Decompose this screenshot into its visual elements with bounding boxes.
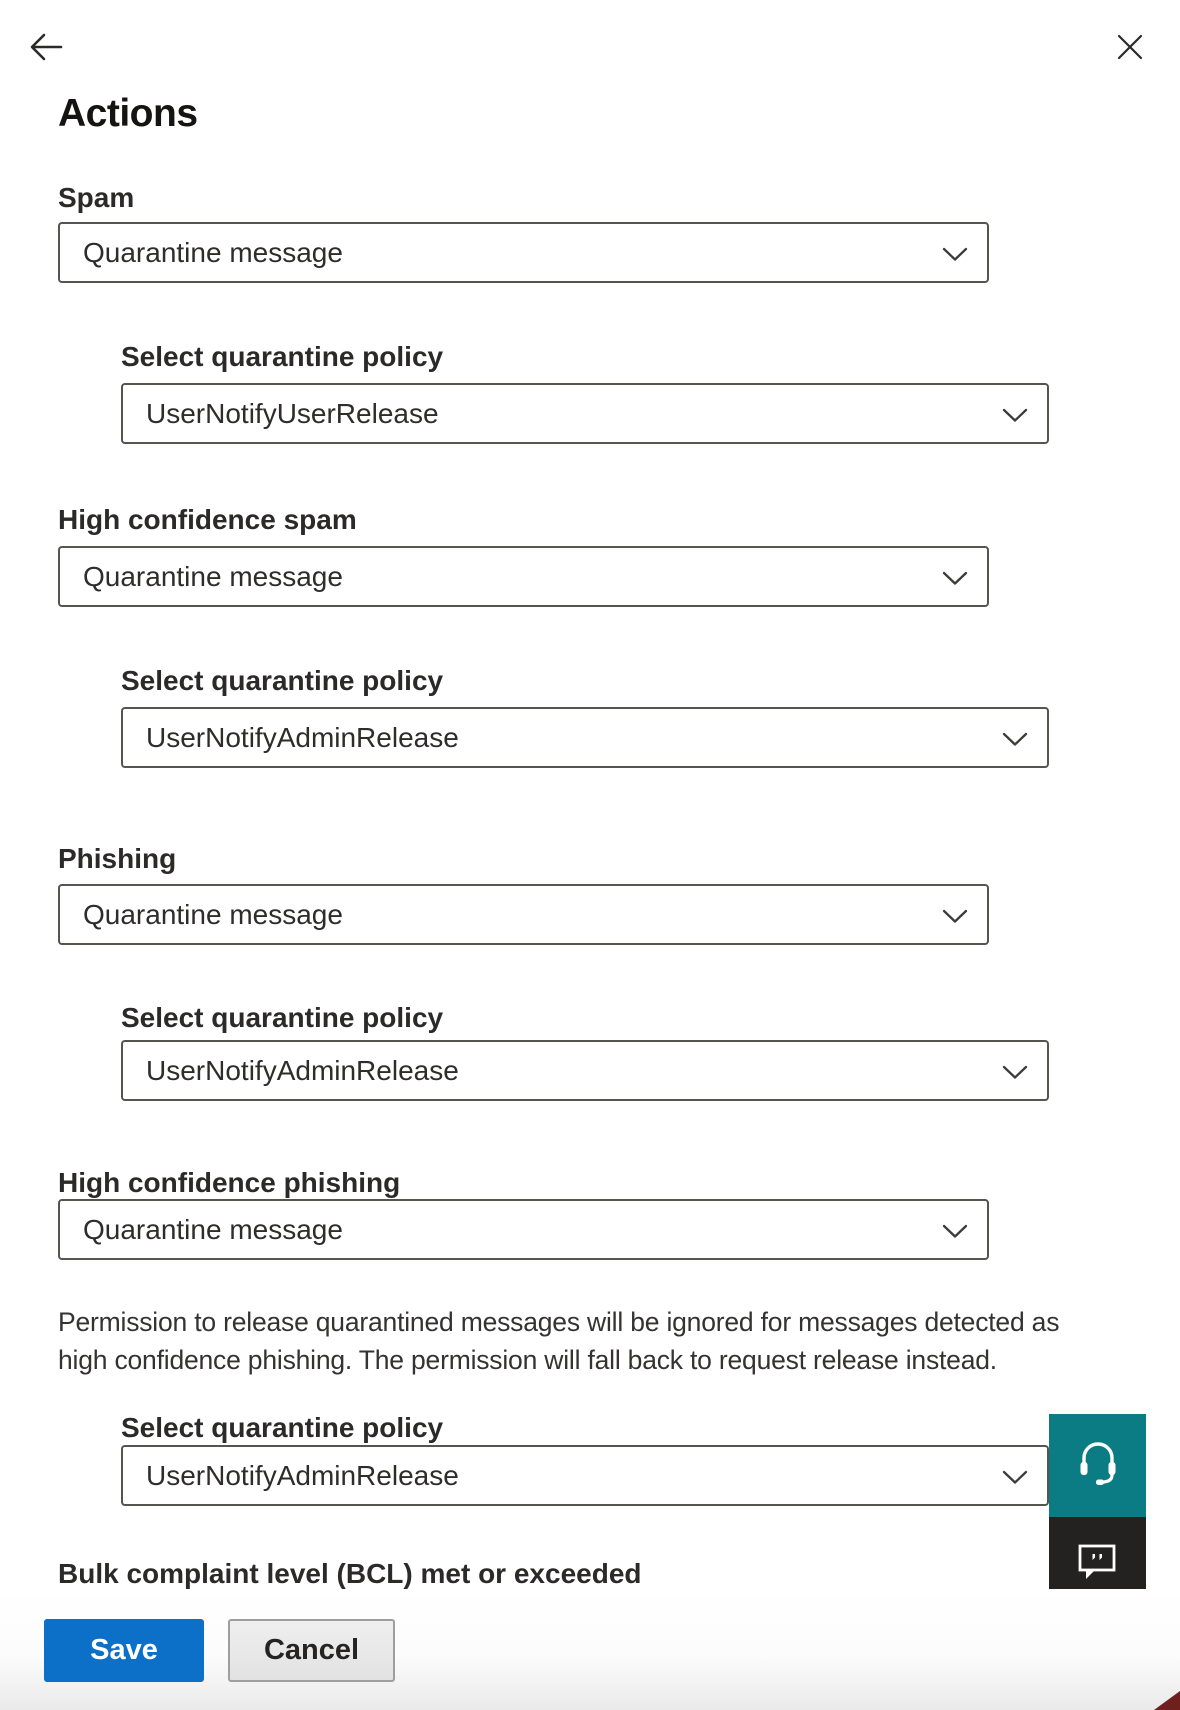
quarantine-policy-label: Select quarantine policy [121, 665, 444, 696]
spam-quarantine-policy-dropdown[interactable] [121, 383, 1049, 444]
dropdown-value: Quarantine message [83, 560, 343, 592]
chat-bubble-icon [1078, 1543, 1118, 1586]
close-icon [1116, 33, 1144, 61]
dropdown-value: UserNotifyAdminRelease [146, 1459, 459, 1491]
note-line: Permission to release quarantined messages will be ignored for messages detected as [58, 1307, 1060, 1337]
chevron-down-icon [942, 1224, 968, 1244]
save-button[interactable]: Save [44, 1619, 204, 1682]
dropdown-value: UserNotifyAdminRelease [146, 721, 459, 753]
dropdown-value: UserNotifyUserRelease [146, 397, 439, 429]
note-line: high confidence phishing. The permission will fall back to request release instead. [58, 1345, 997, 1375]
chevron-down-icon [1002, 732, 1028, 752]
chevron-down-icon [942, 909, 968, 929]
phishing-action-dropdown[interactable] [58, 884, 989, 945]
spam-action-dropdown[interactable] [58, 222, 989, 283]
arrow-left-icon [27, 28, 65, 66]
high-confidence-phishing-note [58, 1303, 1059, 1379]
footer-bar [0, 1589, 1180, 1710]
section-label-bulk-complaint-level: Bulk complaint level (BCL) met or exceeded [58, 1558, 642, 1589]
chevron-down-icon [1002, 1470, 1028, 1490]
chevron-down-icon [942, 247, 968, 267]
cancel-button[interactable]: Cancel [228, 1619, 395, 1682]
high-confidence-phishing-quarantine-policy-dropdown[interactable] [121, 1445, 1049, 1506]
quarantine-policy-label: Select quarantine policy [121, 341, 444, 372]
close-button[interactable] [1108, 25, 1152, 69]
chevron-down-icon [942, 571, 968, 591]
section-label-high-confidence-phishing: High confidence phishing [58, 1167, 401, 1198]
chevron-down-icon [1002, 1065, 1028, 1085]
high-confidence-phishing-action-dropdown[interactable] [58, 1199, 989, 1260]
back-button[interactable] [24, 25, 68, 69]
dropdown-value: Quarantine message [83, 898, 343, 930]
dropdown-value: Quarantine message [83, 1213, 343, 1245]
section-label-spam: Spam [58, 182, 135, 213]
chevron-down-icon [1002, 408, 1028, 428]
high-confidence-spam-quarantine-policy-dropdown[interactable] [121, 707, 1049, 768]
quarantine-policy-label: Select quarantine policy [121, 1412, 444, 1443]
quarantine-policy-label: Select quarantine policy [121, 1002, 444, 1033]
section-label-phishing: Phishing [58, 843, 177, 874]
help-button[interactable] [1049, 1414, 1146, 1517]
phishing-quarantine-policy-dropdown[interactable] [121, 1040, 1049, 1101]
high-confidence-spam-action-dropdown[interactable] [58, 546, 989, 607]
headset-icon [1076, 1440, 1120, 1491]
page-title: Actions [58, 92, 198, 135]
dropdown-value: Quarantine message [83, 236, 343, 268]
section-label-high-confidence-spam: High confidence spam [58, 504, 357, 535]
dropdown-value: UserNotifyAdminRelease [146, 1054, 459, 1086]
